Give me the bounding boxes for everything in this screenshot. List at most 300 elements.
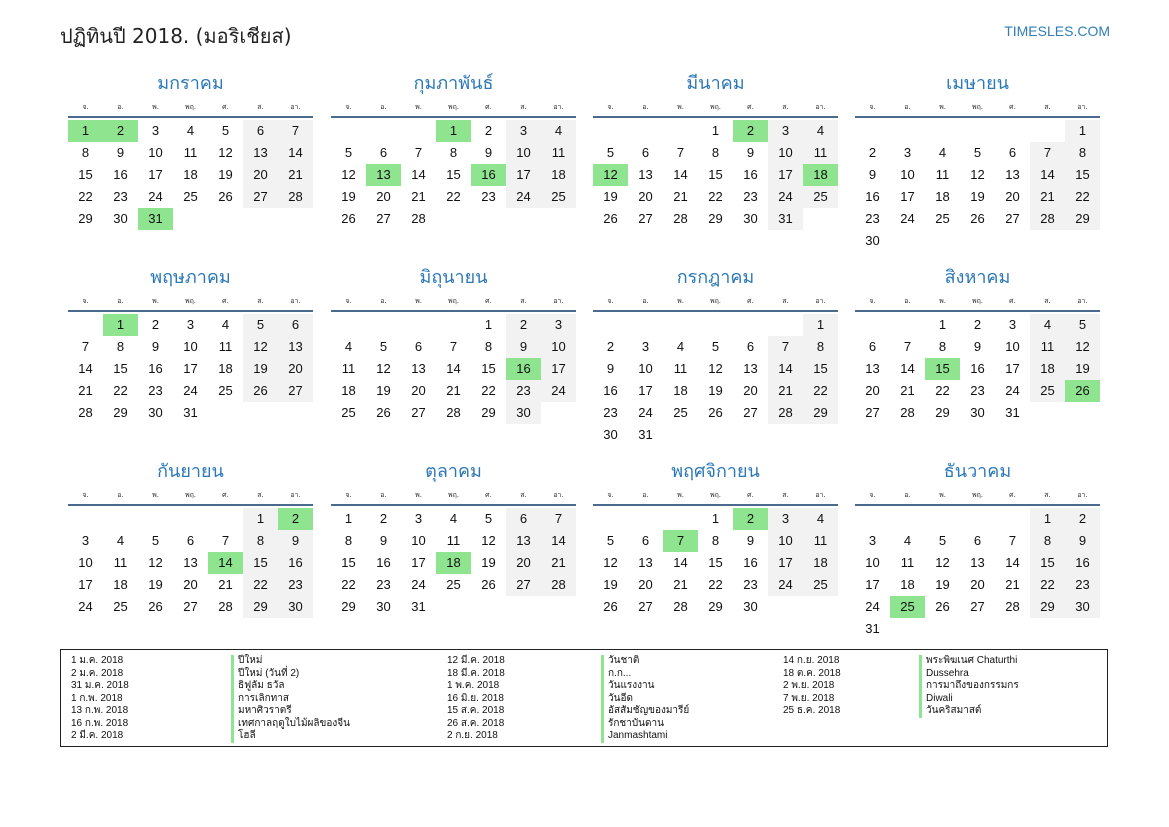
day-cell[interactable]: 23: [743, 577, 758, 592]
day-cell[interactable]: 30: [865, 233, 880, 248]
day-cell[interactable]: 31: [768, 208, 803, 230]
day-cell[interactable]: 13: [638, 167, 653, 182]
day-cell[interactable]: 16: [113, 167, 128, 182]
day-cell[interactable]: 9: [379, 533, 388, 548]
day-cell[interactable]: 19: [218, 167, 233, 182]
day-cell[interactable]: 23: [506, 380, 541, 402]
day-cell[interactable]: 27: [243, 186, 278, 208]
day-cell[interactable]: 12: [481, 533, 496, 548]
day-cell[interactable]: 27: [1005, 211, 1020, 226]
day-cell[interactable]: 4: [676, 339, 685, 354]
day-cell[interactable]: 12: [148, 555, 163, 570]
day-cell[interactable]: 10: [768, 530, 803, 552]
day-cell[interactable]: 17: [506, 164, 541, 186]
holiday-day-cell[interactable]: 15: [925, 358, 960, 380]
day-cell[interactable]: 7: [1008, 533, 1017, 548]
day-cell[interactable]: 16: [148, 361, 163, 376]
day-cell[interactable]: 20: [743, 383, 758, 398]
day-cell[interactable]: 11: [341, 361, 356, 376]
day-cell[interactable]: 20: [376, 189, 391, 204]
day-cell[interactable]: 11: [900, 555, 915, 570]
day-cell[interactable]: 13: [183, 555, 198, 570]
day-cell[interactable]: 25: [218, 383, 233, 398]
day-cell[interactable]: 13: [1005, 167, 1020, 182]
day-cell[interactable]: 1: [243, 508, 278, 530]
day-cell[interactable]: 3: [768, 120, 803, 142]
day-cell[interactable]: 18: [900, 577, 915, 592]
day-cell[interactable]: 23: [865, 211, 880, 226]
day-cell[interactable]: 31: [1005, 405, 1020, 420]
day-cell[interactable]: 13: [411, 361, 426, 376]
day-cell[interactable]: 10: [541, 336, 576, 358]
brand-link[interactable]: TIMESLES.COM: [1004, 23, 1110, 39]
day-cell[interactable]: 3: [506, 120, 541, 142]
holiday-day-cell[interactable]: 2: [103, 120, 138, 142]
day-cell[interactable]: 11: [446, 533, 461, 548]
day-cell[interactable]: 7: [541, 508, 576, 530]
day-cell[interactable]: 29: [1030, 596, 1065, 618]
day-cell[interactable]: 11: [183, 145, 198, 160]
day-cell[interactable]: 3: [903, 145, 912, 160]
day-cell[interactable]: 14: [1030, 164, 1065, 186]
day-cell[interactable]: 24: [768, 186, 803, 208]
day-cell[interactable]: 25: [113, 599, 128, 614]
holiday-day-cell[interactable]: 12: [593, 164, 628, 186]
day-cell[interactable]: 5: [221, 123, 230, 138]
day-cell[interactable]: 20: [970, 577, 985, 592]
day-cell[interactable]: 30: [603, 427, 618, 442]
day-cell[interactable]: 24: [411, 577, 426, 592]
day-cell[interactable]: 21: [900, 383, 915, 398]
day-cell[interactable]: 23: [1065, 574, 1100, 596]
day-cell[interactable]: 23: [481, 189, 496, 204]
day-cell[interactable]: 20: [638, 577, 653, 592]
day-cell[interactable]: 4: [541, 120, 576, 142]
day-cell[interactable]: 16: [743, 555, 758, 570]
day-cell[interactable]: 27: [411, 405, 426, 420]
day-cell[interactable]: 22: [1030, 574, 1065, 596]
day-cell[interactable]: 25: [183, 189, 198, 204]
day-cell[interactable]: 17: [541, 358, 576, 380]
day-cell[interactable]: 21: [768, 380, 803, 402]
day-cell[interactable]: 13: [970, 555, 985, 570]
day-cell[interactable]: 14: [541, 530, 576, 552]
day-cell[interactable]: 9: [506, 336, 541, 358]
day-cell[interactable]: 25: [803, 186, 838, 208]
day-cell[interactable]: 6: [186, 533, 195, 548]
day-cell[interactable]: 21: [218, 577, 233, 592]
day-cell[interactable]: 7: [278, 120, 313, 142]
day-cell[interactable]: 24: [541, 380, 576, 402]
day-cell[interactable]: 13: [638, 555, 653, 570]
day-cell[interactable]: 18: [673, 383, 688, 398]
holiday-day-cell[interactable]: 13: [366, 164, 401, 186]
day-cell[interactable]: 19: [603, 189, 618, 204]
day-cell[interactable]: 20: [411, 383, 426, 398]
day-cell[interactable]: 26: [218, 189, 233, 204]
day-cell[interactable]: 12: [376, 361, 391, 376]
day-cell[interactable]: 27: [183, 599, 198, 614]
day-cell[interactable]: 9: [606, 361, 615, 376]
holiday-day-cell[interactable]: 2: [733, 508, 768, 530]
day-cell[interactable]: 28: [673, 211, 688, 226]
day-cell[interactable]: 26: [481, 577, 496, 592]
day-cell[interactable]: 6: [1008, 145, 1017, 160]
day-cell[interactable]: 21: [673, 189, 688, 204]
day-cell[interactable]: 26: [935, 599, 950, 614]
day-cell[interactable]: 3: [1008, 317, 1017, 332]
day-cell[interactable]: 16: [1065, 552, 1100, 574]
day-cell[interactable]: 10: [506, 142, 541, 164]
day-cell[interactable]: 22: [113, 383, 128, 398]
day-cell[interactable]: 12: [935, 555, 950, 570]
day-cell[interactable]: 16: [376, 555, 391, 570]
day-cell[interactable]: 3: [868, 533, 877, 548]
day-cell[interactable]: 7: [676, 145, 685, 160]
holiday-day-cell[interactable]: 26: [1065, 380, 1100, 402]
day-cell[interactable]: 24: [78, 599, 93, 614]
day-cell[interactable]: 26: [243, 380, 278, 402]
day-cell[interactable]: 16: [603, 383, 618, 398]
holiday-day-cell[interactable]: 25: [890, 596, 925, 618]
day-cell[interactable]: 11: [673, 361, 688, 376]
day-cell[interactable]: 17: [78, 577, 93, 592]
day-cell[interactable]: 3: [768, 508, 803, 530]
day-cell[interactable]: 5: [151, 533, 160, 548]
day-cell[interactable]: 20: [278, 358, 313, 380]
day-cell[interactable]: 1: [711, 123, 720, 138]
day-cell[interactable]: 2: [151, 317, 160, 332]
day-cell[interactable]: 21: [1005, 577, 1020, 592]
day-cell[interactable]: 13: [243, 142, 278, 164]
day-cell[interactable]: 4: [449, 511, 458, 526]
day-cell[interactable]: 25: [446, 577, 461, 592]
day-cell[interactable]: 7: [903, 339, 912, 354]
day-cell[interactable]: 6: [506, 508, 541, 530]
day-cell[interactable]: 17: [865, 577, 880, 592]
day-cell[interactable]: 20: [506, 552, 541, 574]
day-cell[interactable]: 4: [221, 317, 230, 332]
day-cell[interactable]: 9: [973, 339, 982, 354]
day-cell[interactable]: 19: [935, 577, 950, 592]
day-cell[interactable]: 21: [411, 189, 426, 204]
day-cell[interactable]: 2: [506, 314, 541, 336]
day-cell[interactable]: 4: [116, 533, 125, 548]
day-cell[interactable]: 14: [768, 358, 803, 380]
day-cell[interactable]: 22: [935, 383, 950, 398]
day-cell[interactable]: 1: [711, 511, 720, 526]
day-cell[interactable]: 15: [78, 167, 93, 182]
day-cell[interactable]: 22: [481, 383, 496, 398]
day-cell[interactable]: 27: [638, 211, 653, 226]
day-cell[interactable]: 25: [935, 211, 950, 226]
day-cell[interactable]: 22: [446, 189, 461, 204]
day-cell[interactable]: 22: [803, 380, 838, 402]
day-cell[interactable]: 18: [113, 577, 128, 592]
day-cell[interactable]: 28: [900, 405, 915, 420]
day-cell[interactable]: 1: [1030, 508, 1065, 530]
day-cell[interactable]: 28: [278, 186, 313, 208]
day-cell[interactable]: 12: [1065, 336, 1100, 358]
day-cell[interactable]: 2: [1065, 508, 1100, 530]
day-cell[interactable]: 12: [341, 167, 356, 182]
day-cell[interactable]: 31: [865, 621, 880, 636]
day-cell[interactable]: 31: [183, 405, 198, 420]
day-cell[interactable]: 24: [768, 574, 803, 596]
day-cell[interactable]: 11: [1030, 336, 1065, 358]
day-cell[interactable]: 21: [541, 552, 576, 574]
day-cell[interactable]: 17: [183, 361, 198, 376]
day-cell[interactable]: 1: [344, 511, 353, 526]
day-cell[interactable]: 6: [746, 339, 755, 354]
day-cell[interactable]: 21: [673, 577, 688, 592]
day-cell[interactable]: 20: [638, 189, 653, 204]
day-cell[interactable]: 29: [708, 599, 723, 614]
day-cell[interactable]: 22: [1065, 186, 1100, 208]
day-cell[interactable]: 7: [81, 339, 90, 354]
day-cell[interactable]: 3: [81, 533, 90, 548]
day-cell[interactable]: 30: [743, 211, 758, 226]
day-cell[interactable]: 19: [970, 189, 985, 204]
day-cell[interactable]: 5: [344, 145, 353, 160]
day-cell[interactable]: 27: [865, 405, 880, 420]
day-cell[interactable]: 4: [938, 145, 947, 160]
holiday-day-cell[interactable]: 31: [138, 208, 173, 230]
day-cell[interactable]: 29: [113, 405, 128, 420]
day-cell[interactable]: 23: [970, 383, 985, 398]
day-cell[interactable]: 10: [148, 145, 163, 160]
day-cell[interactable]: 28: [1005, 599, 1020, 614]
day-cell[interactable]: 24: [1005, 383, 1020, 398]
day-cell[interactable]: 13: [865, 361, 880, 376]
day-cell[interactable]: 30: [376, 599, 391, 614]
day-cell[interactable]: 11: [218, 339, 233, 354]
day-cell[interactable]: 12: [603, 555, 618, 570]
day-cell[interactable]: 31: [638, 427, 653, 442]
holiday-day-cell[interactable]: 7: [663, 530, 698, 552]
day-cell[interactable]: 13: [278, 336, 313, 358]
day-cell[interactable]: 9: [116, 145, 125, 160]
day-cell[interactable]: 3: [151, 123, 160, 138]
day-cell[interactable]: 25: [1030, 380, 1065, 402]
day-cell[interactable]: 21: [278, 164, 313, 186]
day-cell[interactable]: 23: [376, 577, 391, 592]
day-cell[interactable]: 18: [218, 361, 233, 376]
day-cell[interactable]: 6: [868, 339, 877, 354]
day-cell[interactable]: 18: [803, 552, 838, 574]
day-cell[interactable]: 8: [344, 533, 353, 548]
day-cell[interactable]: 7: [221, 533, 230, 548]
day-cell[interactable]: 30: [148, 405, 163, 420]
day-cell[interactable]: 4: [803, 120, 838, 142]
day-cell[interactable]: 4: [903, 533, 912, 548]
day-cell[interactable]: 18: [541, 164, 576, 186]
day-cell[interactable]: 21: [446, 383, 461, 398]
day-cell[interactable]: 6: [278, 314, 313, 336]
day-cell[interactable]: 15: [1030, 552, 1065, 574]
day-cell[interactable]: 28: [78, 405, 93, 420]
day-cell[interactable]: 9: [278, 530, 313, 552]
day-cell[interactable]: 9: [484, 145, 493, 160]
day-cell[interactable]: 29: [481, 405, 496, 420]
day-cell[interactable]: 19: [481, 555, 496, 570]
day-cell[interactable]: 29: [78, 211, 93, 226]
day-cell[interactable]: 7: [768, 336, 803, 358]
day-cell[interactable]: 8: [449, 145, 458, 160]
day-cell[interactable]: 10: [638, 361, 653, 376]
day-cell[interactable]: 1: [1065, 120, 1100, 142]
day-cell[interactable]: 24: [506, 186, 541, 208]
day-cell[interactable]: 18: [1030, 358, 1065, 380]
day-cell[interactable]: 21: [78, 383, 93, 398]
day-cell[interactable]: 19: [243, 358, 278, 380]
day-cell[interactable]: 30: [506, 402, 541, 424]
day-cell[interactable]: 12: [243, 336, 278, 358]
day-cell[interactable]: 7: [1030, 142, 1065, 164]
day-cell[interactable]: 4: [803, 508, 838, 530]
day-cell[interactable]: 26: [708, 405, 723, 420]
day-cell[interactable]: 11: [803, 142, 838, 164]
day-cell[interactable]: 28: [1030, 208, 1065, 230]
day-cell[interactable]: 1: [938, 317, 947, 332]
day-cell[interactable]: 20: [865, 383, 880, 398]
day-cell[interactable]: 25: [673, 405, 688, 420]
day-cell[interactable]: 28: [411, 211, 426, 226]
holiday-day-cell[interactable]: 16: [471, 164, 506, 186]
day-cell[interactable]: 19: [148, 577, 163, 592]
day-cell[interactable]: 8: [484, 339, 493, 354]
day-cell[interactable]: 5: [938, 533, 947, 548]
day-cell[interactable]: 1: [484, 317, 493, 332]
day-cell[interactable]: 27: [970, 599, 985, 614]
day-cell[interactable]: 26: [148, 599, 163, 614]
day-cell[interactable]: 10: [78, 555, 93, 570]
day-cell[interactable]: 30: [1065, 596, 1100, 618]
day-cell[interactable]: 14: [446, 361, 461, 376]
day-cell[interactable]: 19: [708, 383, 723, 398]
day-cell[interactable]: 2: [868, 145, 877, 160]
day-cell[interactable]: 14: [673, 167, 688, 182]
day-cell[interactable]: 26: [376, 405, 391, 420]
day-cell[interactable]: 5: [711, 339, 720, 354]
day-cell[interactable]: 12: [708, 361, 723, 376]
day-cell[interactable]: 27: [506, 574, 541, 596]
holiday-day-cell[interactable]: 1: [436, 120, 471, 142]
day-cell[interactable]: 30: [113, 211, 128, 226]
day-cell[interactable]: 18: [341, 383, 356, 398]
day-cell[interactable]: 3: [414, 511, 423, 526]
day-cell[interactable]: 3: [541, 314, 576, 336]
day-cell[interactable]: 24: [183, 383, 198, 398]
day-cell[interactable]: 23: [603, 405, 618, 420]
day-cell[interactable]: 23: [148, 383, 163, 398]
day-cell[interactable]: 29: [341, 599, 356, 614]
day-cell[interactable]: 28: [218, 599, 233, 614]
day-cell[interactable]: 14: [78, 361, 93, 376]
day-cell[interactable]: 2: [484, 123, 493, 138]
day-cell[interactable]: 20: [243, 164, 278, 186]
day-cell[interactable]: 9: [1065, 530, 1100, 552]
day-cell[interactable]: 10: [900, 167, 915, 182]
day-cell[interactable]: 5: [484, 511, 493, 526]
day-cell[interactable]: 3: [641, 339, 650, 354]
day-cell[interactable]: 26: [970, 211, 985, 226]
day-cell[interactable]: 24: [865, 599, 880, 614]
day-cell[interactable]: 11: [803, 530, 838, 552]
day-cell[interactable]: 5: [973, 145, 982, 160]
day-cell[interactable]: 22: [708, 189, 723, 204]
day-cell[interactable]: 19: [603, 577, 618, 592]
day-cell[interactable]: 7: [414, 145, 423, 160]
day-cell[interactable]: 3: [186, 317, 195, 332]
day-cell[interactable]: 17: [638, 383, 653, 398]
day-cell[interactable]: 17: [148, 167, 163, 182]
day-cell[interactable]: 28: [768, 402, 803, 424]
day-cell[interactable]: 26: [603, 599, 618, 614]
day-cell[interactable]: 9: [746, 145, 755, 160]
day-cell[interactable]: 15: [481, 361, 496, 376]
day-cell[interactable]: 17: [1005, 361, 1020, 376]
day-cell[interactable]: 19: [1065, 358, 1100, 380]
day-cell[interactable]: 31: [411, 599, 426, 614]
day-cell[interactable]: 14: [278, 142, 313, 164]
day-cell[interactable]: 1: [803, 314, 838, 336]
day-cell[interactable]: 5: [606, 533, 615, 548]
day-cell[interactable]: 8: [116, 339, 125, 354]
day-cell[interactable]: 8: [243, 530, 278, 552]
day-cell[interactable]: 9: [868, 167, 877, 182]
day-cell[interactable]: 23: [113, 189, 128, 204]
day-cell[interactable]: 20: [183, 577, 198, 592]
day-cell[interactable]: 30: [970, 405, 985, 420]
day-cell[interactable]: 6: [243, 120, 278, 142]
day-cell[interactable]: 25: [803, 574, 838, 596]
day-cell[interactable]: 22: [341, 577, 356, 592]
day-cell[interactable]: 24: [900, 211, 915, 226]
day-cell[interactable]: 6: [414, 339, 423, 354]
day-cell[interactable]: 2: [379, 511, 388, 526]
day-cell[interactable]: 10: [183, 339, 198, 354]
day-cell[interactable]: 22: [708, 577, 723, 592]
holiday-day-cell[interactable]: 18: [803, 164, 838, 186]
day-cell[interactable]: 17: [768, 164, 803, 186]
day-cell[interactable]: 15: [113, 361, 128, 376]
day-cell[interactable]: 14: [1005, 555, 1020, 570]
day-cell[interactable]: 14: [411, 167, 426, 182]
day-cell[interactable]: 26: [603, 211, 618, 226]
day-cell[interactable]: 30: [743, 599, 758, 614]
day-cell[interactable]: 29: [935, 405, 950, 420]
day-cell[interactable]: 4: [344, 339, 353, 354]
day-cell[interactable]: 27: [376, 211, 391, 226]
day-cell[interactable]: 16: [865, 189, 880, 204]
day-cell[interactable]: 15: [708, 167, 723, 182]
day-cell[interactable]: 6: [379, 145, 388, 160]
day-cell[interactable]: 10: [768, 142, 803, 164]
day-cell[interactable]: 8: [1030, 530, 1065, 552]
day-cell[interactable]: 27: [638, 599, 653, 614]
day-cell[interactable]: 9: [151, 339, 160, 354]
day-cell[interactable]: 15: [708, 555, 723, 570]
day-cell[interactable]: 6: [973, 533, 982, 548]
day-cell[interactable]: 29: [803, 402, 838, 424]
holiday-day-cell[interactable]: 1: [103, 314, 138, 336]
day-cell[interactable]: 15: [446, 167, 461, 182]
holiday-day-cell[interactable]: 2: [733, 120, 768, 142]
day-cell[interactable]: 12: [218, 145, 233, 160]
day-cell[interactable]: 27: [278, 380, 313, 402]
day-cell[interactable]: 8: [1065, 142, 1100, 164]
